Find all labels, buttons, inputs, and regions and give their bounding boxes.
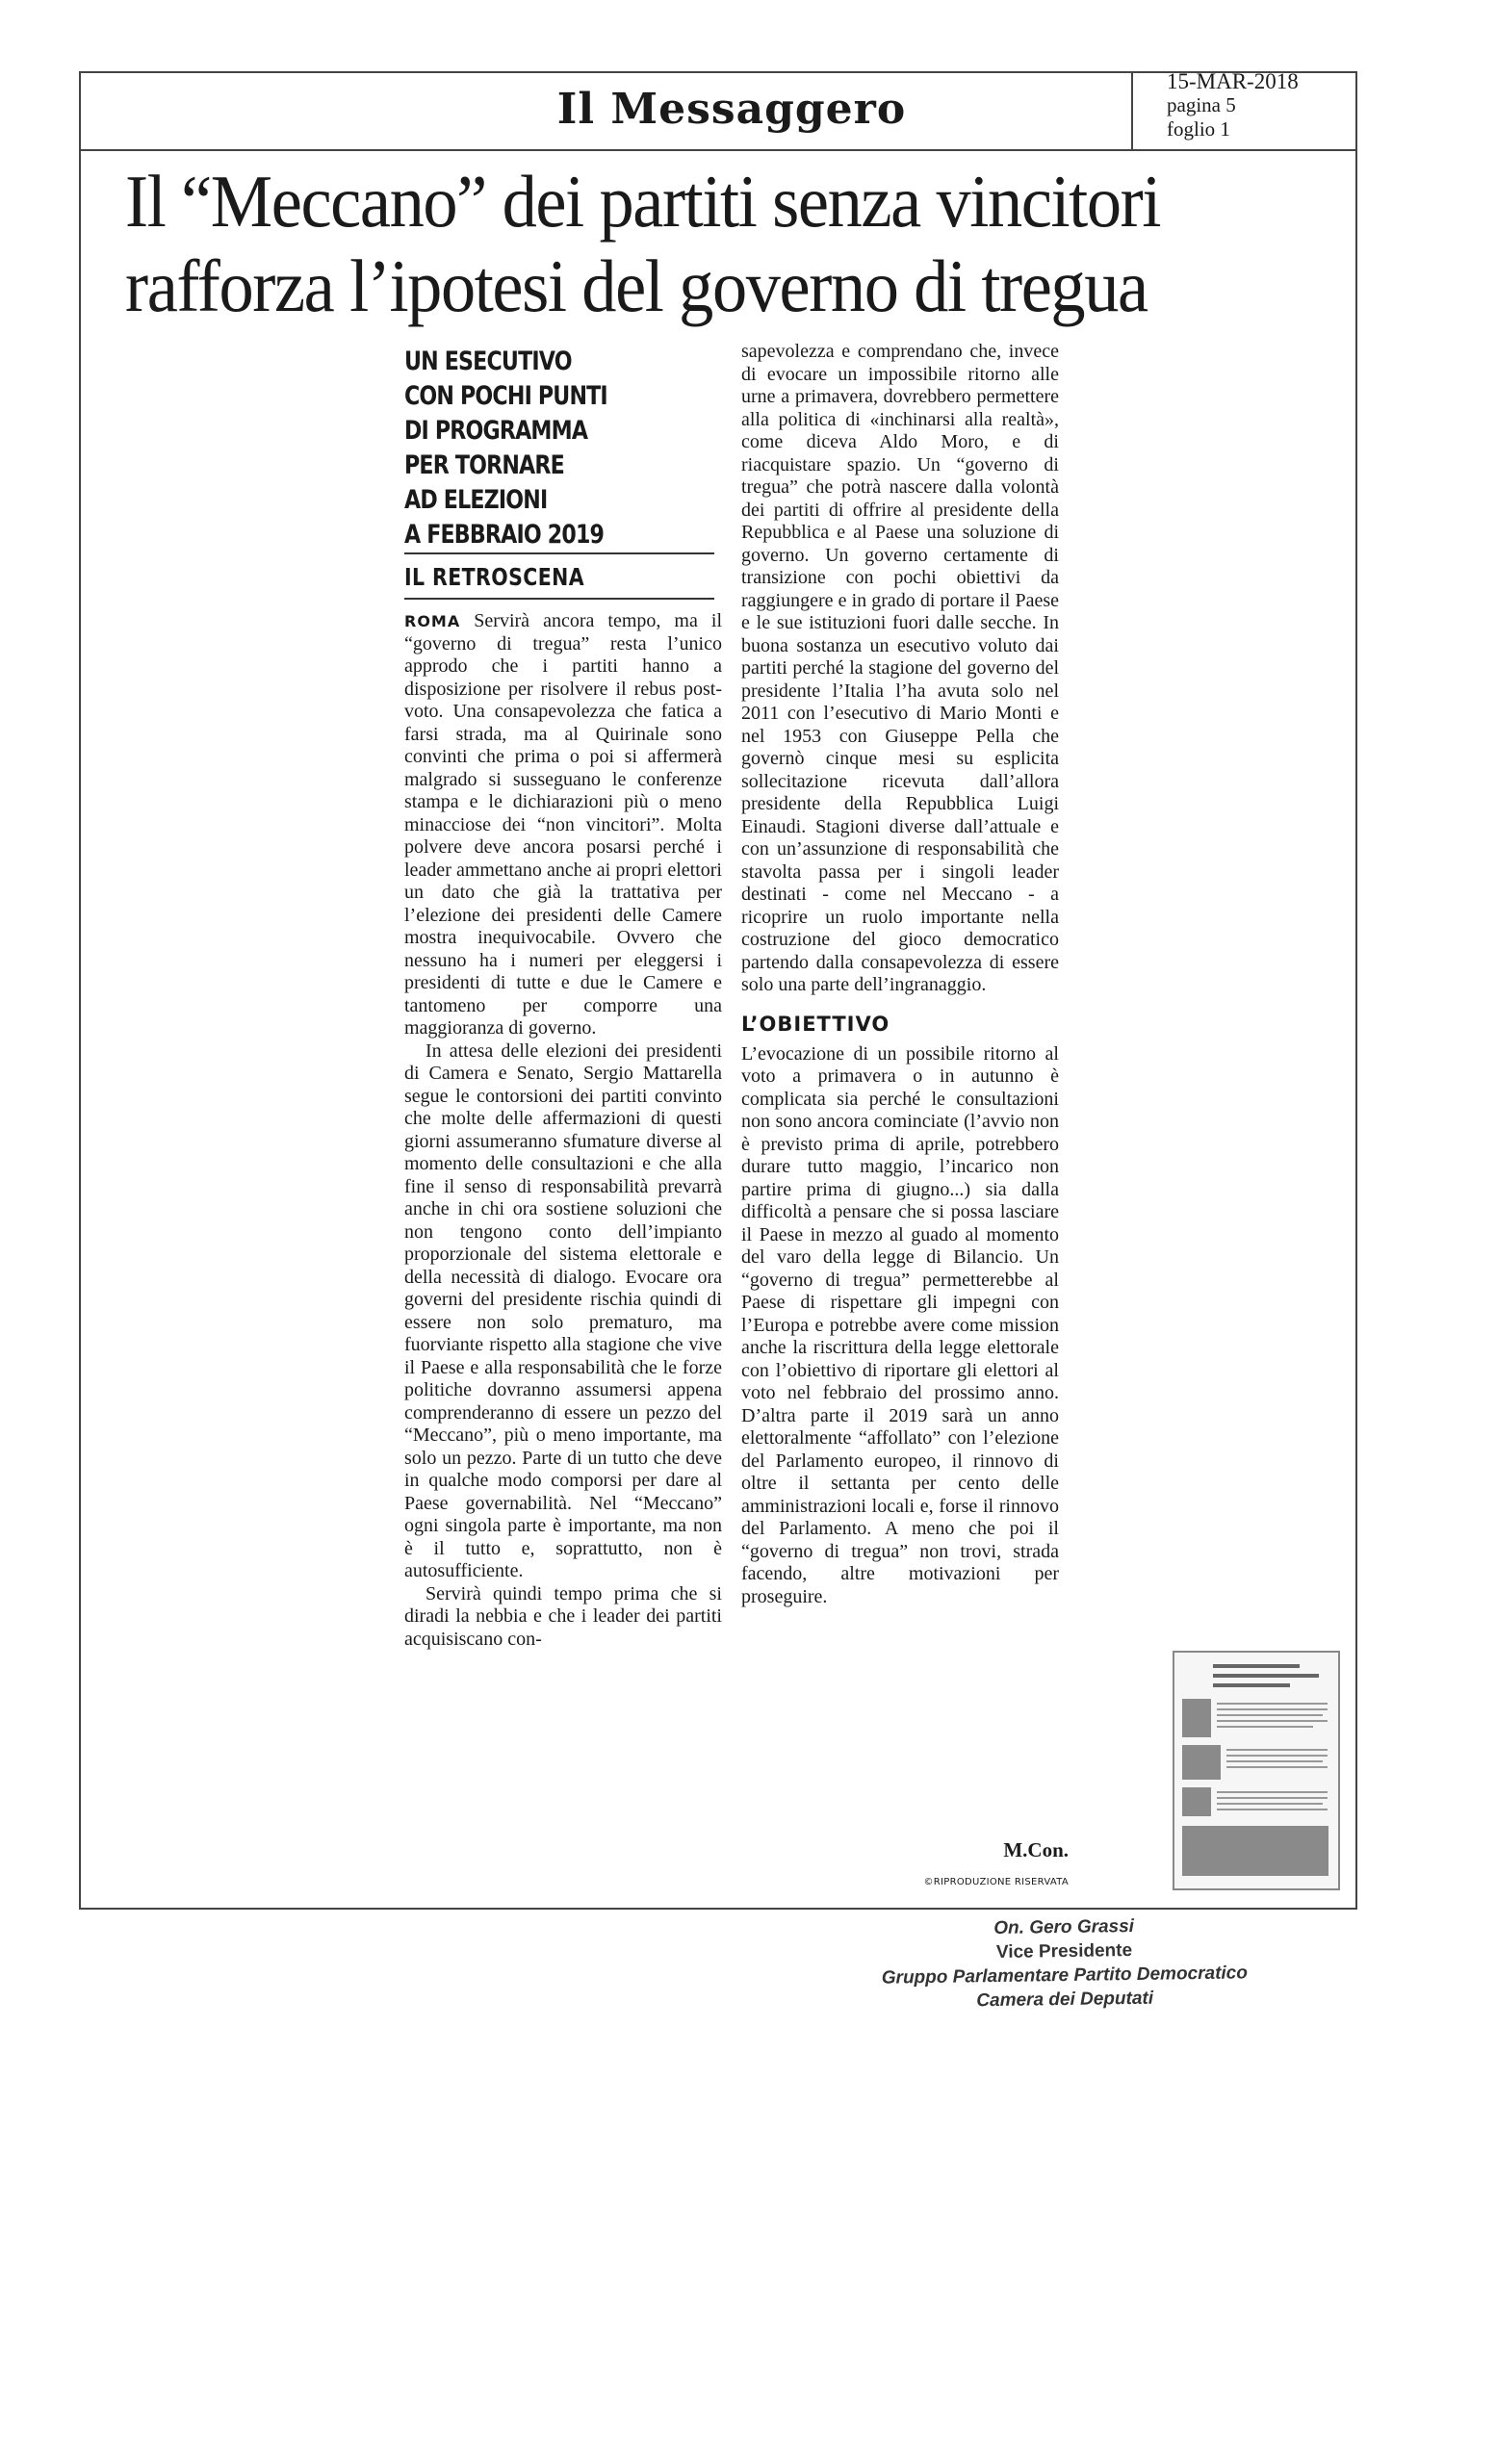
- thumbnail-text: [1226, 1766, 1328, 1768]
- headline-line-2: rafforza l’ipotesi del governo di tregua: [125, 244, 1148, 327]
- kicker-line: AD ELEZIONI: [404, 485, 548, 515]
- page-frame-top: [79, 71, 1357, 73]
- stamp-group: Gruppo Parlamentare Partito Democratico: [881, 1963, 1249, 1989]
- stamp-role: Vice Presidente: [995, 1940, 1133, 1963]
- thumbnail-title: [1213, 1674, 1319, 1678]
- thumbnail-photo: [1182, 1826, 1328, 1876]
- paragraph: [404, 1583, 722, 1652]
- thumbnail-text: [1226, 1755, 1328, 1757]
- page-frame-right: [1355, 71, 1357, 1910]
- thumbnail-text: [1217, 1803, 1323, 1805]
- newspaper-masthead: Il Messaggero: [556, 85, 907, 134]
- thumbnail-photo: [1182, 1745, 1221, 1780]
- stamp-chamber: Camera dei Deputati: [976, 1988, 1154, 2012]
- thumbnail-photo: [1182, 1787, 1211, 1816]
- paragraph: [404, 610, 722, 1040]
- dateline: ROMA: [404, 612, 461, 630]
- paragraph-text: Servirà ancora tempo, ma il “governo di tregua” resta l’unico approdo che i partiti hanno a disposizione per risolvere il rebus post-voto. Una consapevolezza che fatica a farsi strada, ma al Quirinale sono convinti che prima o poi si affermerà malgrado si susseguano le conferenze stampa e le dichiarazioni più o meno minacciose dei “non vincitori”. Molta polvere deve ancora posarsi perché i leader ammettano anche ai propri elettori un dato che già la trattativa per l’elezione dei presidenti delle Camere mostra inequivocabile. Ovvero che nessuno ha i numeri per eleggersi i presidenti di tutte e due le Camere e tantomeno per comporre una maggioranza di governo.: [404, 610, 723, 1039]
- kicker-line: PER TORNARE: [404, 450, 564, 480]
- kicker-line: UN ESECUTIVO: [404, 346, 572, 376]
- kicker-line: CON POCHI PUNTI: [404, 381, 607, 411]
- author-signature: M.Con.: [1003, 1838, 1069, 1861]
- article-kicker: [404, 345, 665, 552]
- publication-info: [1167, 69, 1350, 141]
- kicker-divider: [404, 552, 714, 554]
- info-box-divider: [1131, 71, 1133, 150]
- thumbnail-photo: [1182, 1699, 1211, 1737]
- page-frame-left: [79, 71, 81, 1910]
- thumbnail-text: [1217, 1797, 1328, 1799]
- thumbnail-text: [1226, 1749, 1328, 1751]
- paragraph: In attesa delle elezioni dei presidenti di Camera e Senato, Sergio Mattarella segue le contorsioni dei partiti convinto che molte delle affermazioni di questi giorni assumeranno sfumature diverse al momento delle consultazioni e che alla fine il senso di responsabilità prevarrà anche in chi ora sostiene soluzioni che non tengono conto dell’impianto proporzionale del sistema elettorale e della necessità di dialogo. Evocare ora governi del presidente rischia quindi di essere non solo prematuro, ma fuorviante rispetto alla stagione che vive il Paese e alla responsabilità che le forze politiche dovranno assumersi appena comprenderanno di essere un pezzo del “Meccano”, più o meno importante, ma solo un pezzo. Parte di un tutto che deve in qualche modo comporsi per dare al Paese governabilità. Nel “Meccano” ogni singola parte è importante, ma non è il tutto e, soprattutto, non è autosufficiente.: [404, 1040, 722, 1581]
- sheet-number: foglio 1: [1167, 117, 1230, 141]
- thumbnail-text: [1217, 1720, 1328, 1722]
- stamp-name: On. Gero Grassi: [993, 1915, 1135, 1939]
- copyright-notice: ©RIPRODUZIONE RISERVATA: [923, 1877, 1069, 1887]
- thumbnail-text: [1226, 1760, 1323, 1762]
- kicker-line: A FEBBRAIO 2019: [404, 520, 605, 550]
- thumbnail-text: [1217, 1726, 1313, 1728]
- page-thumbnail: [1173, 1651, 1340, 1890]
- thumbnail-text: [1217, 1714, 1323, 1716]
- paragraph-text: sapevolezza e comprendano che, invece di evocare un impossibile ritorno alle urne a primavera, dovrebbero permettere alla politica di «inchinarsi alla realtà», come diceva Aldo Moro, e di riacquistare spazio. Un “governo di tregua” che potrà nascere dalla volontà dei partiti di offrire al presidente della Repubblica e al Paese una soluzione di governo. Un governo certamente di transizione con pochi obiettivi da raggiungere e in grado di portare il Paese e le sue istituzioni fuori dalle secche. In buona sostanza un esecutivo voluto dai partiti perché la stagione del governo del presidente l’Italia l’ha avuta solo nel 2011 con l’esecutivo di Mario Monti e nel 1953 con Giuseppe Pella che governò cinque mesi su esplicita sollecitazione ricevuta dall’allora presidente della Repubblica Luigi Einaudi. Stagioni diverse dall’attuale e con un’assunzione di responsabilità che stavolta passa per i singoli leader destinati - come nel Meccano - a ricoprire un ruolo importante nella costruzione del gioco democratico partendo dalla consapevolezza di essere solo una parte dell’ingranaggio.: [741, 341, 1059, 995]
- section-divider: [404, 598, 714, 600]
- section-label: IL RETROSCENA: [404, 563, 584, 591]
- article-headline: [125, 159, 1265, 328]
- thumbnail-title: [1213, 1664, 1300, 1668]
- thumbnail-text: [1217, 1708, 1328, 1710]
- deputy-stamp: [847, 1912, 1281, 2015]
- thumbnail-title: [1213, 1683, 1290, 1687]
- headline-line-1: Il “Meccano” dei partiti senza vincitori: [125, 160, 1161, 243]
- paragraph: [741, 341, 1059, 997]
- thumbnail-text: [1217, 1791, 1328, 1793]
- page-number: pagina 5: [1167, 93, 1236, 116]
- paragraph: L’evocazione di un possibile ritorno al voto a primavera o in autunno è complicata sia perché le consultazioni non sono ancora cominciate (l’avvio non è previsto prima di aprile, potrebbero durare tutto maggio, l’incarico non partire prima di giugno...) sia dalla difficoltà a pensare che si possa lasciare il Paese in mezzo al guado al momento del varo della legge di Bilancio. Un “governo di tregua” permetterebbe al Paese di rispettare gli impegni con l’Europa e potrebbe avere come mission anche la riscrittura della legge elettorale con l’obiettivo di riportare gli elettori al voto nel febbraio del prossimo anno. D’altra parte il 2019 sarà un anno elettoralmente “affollato” con l’elezione del Parlamento europeo, il rinnovo di oltre il settanta per cento delle amministrazioni locali e, forse il rinnovo del Parlamento. A meno che poi il “governo di tregua” non trovi, strada facendo, altre motivazioni per proseguire.: [741, 1042, 1059, 1607]
- thumbnail-text: [1217, 1703, 1328, 1705]
- thumbnail-text: [1217, 1809, 1328, 1810]
- article-subhead: L’OBIETTIVO: [741, 1012, 890, 1036]
- article-column-1: [404, 610, 722, 1651]
- article-column-2: [741, 341, 1059, 1608]
- kicker-line: DI PROGRAMMA: [404, 416, 588, 446]
- publication-date: 15-MAR-2018: [1167, 69, 1299, 93]
- page-frame-bottom: [79, 1908, 1357, 1910]
- paragraph-text: Servirà quindi tempo prima che si diradi la nebbia e che i leader dei partiti acquisiscano con-: [404, 1582, 722, 1650]
- header-divider: [79, 149, 1357, 151]
